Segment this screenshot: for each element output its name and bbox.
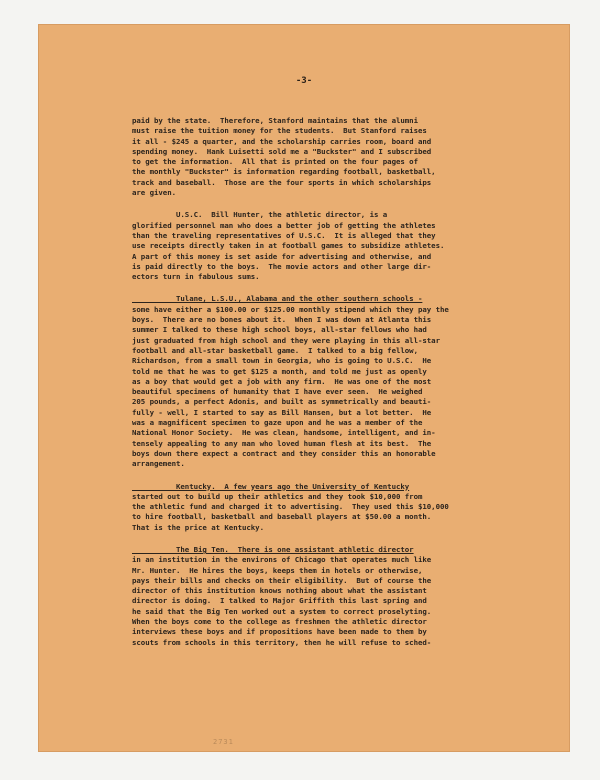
text-line: Richardson, from a small town in Georgia, who is going to U.S.C. He <box>132 356 432 366</box>
text-line: than the traveling representatives of U.S.C. It is alleged that they <box>132 230 436 240</box>
text-line: Mr. Hunter. He hires the boys, keeps them in hotels or otherwise, <box>132 565 423 575</box>
text-line: scouts from schools in this territory, then he will refuse to sched- <box>132 637 432 647</box>
text-line: started out to build up their athletics and they took $10,000 from <box>132 491 423 501</box>
text-line: boys down there expect a contract and they consider this an honorable <box>132 448 436 458</box>
paragraph-big-ten <box>132 545 537 648</box>
text-line: arrangement. <box>132 459 185 469</box>
text-line: the monthly "Buckster" is information regarding football, basketball, <box>132 167 436 177</box>
text-line: track and baseball. Those are the four sports in which scholarships <box>132 177 432 187</box>
text-line: boys. There are no bones about it. When I was down at Atlanta this <box>132 315 432 325</box>
text-line: as a boy that would get a job with any firm. He was one of the most <box>132 376 432 386</box>
paragraph-stanford <box>132 116 537 198</box>
text-line: That is the price at Kentucky. <box>132 522 264 532</box>
text-line: 205 pounds, a perfect Adonis, and built as symmetrically and beauti- <box>132 397 432 407</box>
text-line: National Honor Society. He was clean, handsome, intelligent, and in- <box>132 428 436 438</box>
paragraph-usc <box>132 210 537 282</box>
text-line: spending money. Hank Luisetti sold me a "Buckster" and I subscribed <box>132 146 432 156</box>
text-line: Tulane, L.S.U., Alabama and the other southern schools - <box>132 294 423 304</box>
text-line: the athletic fund and charged it to advertising. They used this $10,000 <box>132 502 449 512</box>
text-line: pays their bills and checks on their eligibility. But of course the <box>132 575 432 585</box>
text-line: paid by the state. Therefore, Stanford maintains that the alumni <box>132 116 418 125</box>
text-line: A part of this money is set aside for advertising and otherwise, and <box>132 251 432 261</box>
text-line: to get the information. All that is printed on the four pages of <box>132 157 418 167</box>
text-line: beautiful specimens of humanity that I have ever seen. He weighed <box>132 387 423 397</box>
text-line: football and all-star basketball game. I talked to a big fellow, <box>132 345 418 355</box>
archival-mark: 2731 <box>213 738 234 746</box>
text-line: When the boys come to the college as freshmen the athletic director <box>132 617 427 627</box>
text-line: The Big Ten. There is one assistant athletic director <box>132 544 414 554</box>
document-body <box>132 116 537 660</box>
text-line: tensely appealing to any man who loved human flesh at its best. The <box>132 438 432 448</box>
text-line: U.S.C. Bill Hunter, the athletic director, is a <box>132 210 388 220</box>
text-line: in an institution in the environs of Chicago that operates much like <box>132 555 432 565</box>
text-line: it all - $245 a quarter, and the scholarship carries room, board and <box>132 136 432 146</box>
text-line: summer I talked to these high school boys, all-star fellows who had <box>132 325 427 335</box>
text-line: is paid directly to the boys. The movie actors and other large dir- <box>132 261 432 271</box>
text-line: he said that the Big Ten worked out a system to correct proselyting. <box>132 606 432 616</box>
text-line: just graduated from high school and they were playing in this all-star <box>132 335 440 345</box>
text-line: director of this institution knows nothing about what the assistant <box>132 586 427 596</box>
page-number: -3- <box>295 76 313 86</box>
text-line: ectors turn in fabulous sums. <box>132 272 260 282</box>
paragraph-kentucky <box>132 482 537 533</box>
text-line: glorified personnel man who does a better job of getting the athletes <box>132 220 436 230</box>
text-line: are given. <box>132 188 176 198</box>
document-page <box>38 24 570 752</box>
text-line: interviews these boys and if propositions have been made to them by <box>132 627 427 637</box>
text-line: Kentucky. A few years ago the University of Kentucky <box>132 481 410 491</box>
text-line: some have either a $100.00 or $125.00 monthly stipend which they pay the <box>132 304 449 314</box>
text-line: to hire football, basketball and baseball players at $50.00 a month. <box>132 512 432 522</box>
text-line: told me that he was to get $125 a month, and told me just as openly <box>132 366 427 376</box>
text-line: must raise the tuition money for the students. But Stanford raises <box>132 126 427 136</box>
text-line: director is doing. I talked to Major Griffith this last spring and <box>132 596 427 606</box>
text-line: fully - well, I started to say as Bill Hansen, but a lot better. He <box>132 407 432 417</box>
paragraph-southern-schools <box>132 294 537 469</box>
text-line: was a magnificent specimen to gaze upon and he was a member of the <box>132 418 423 428</box>
text-line: use receipts directly taken in at football games to subsidize athletes. <box>132 241 445 251</box>
